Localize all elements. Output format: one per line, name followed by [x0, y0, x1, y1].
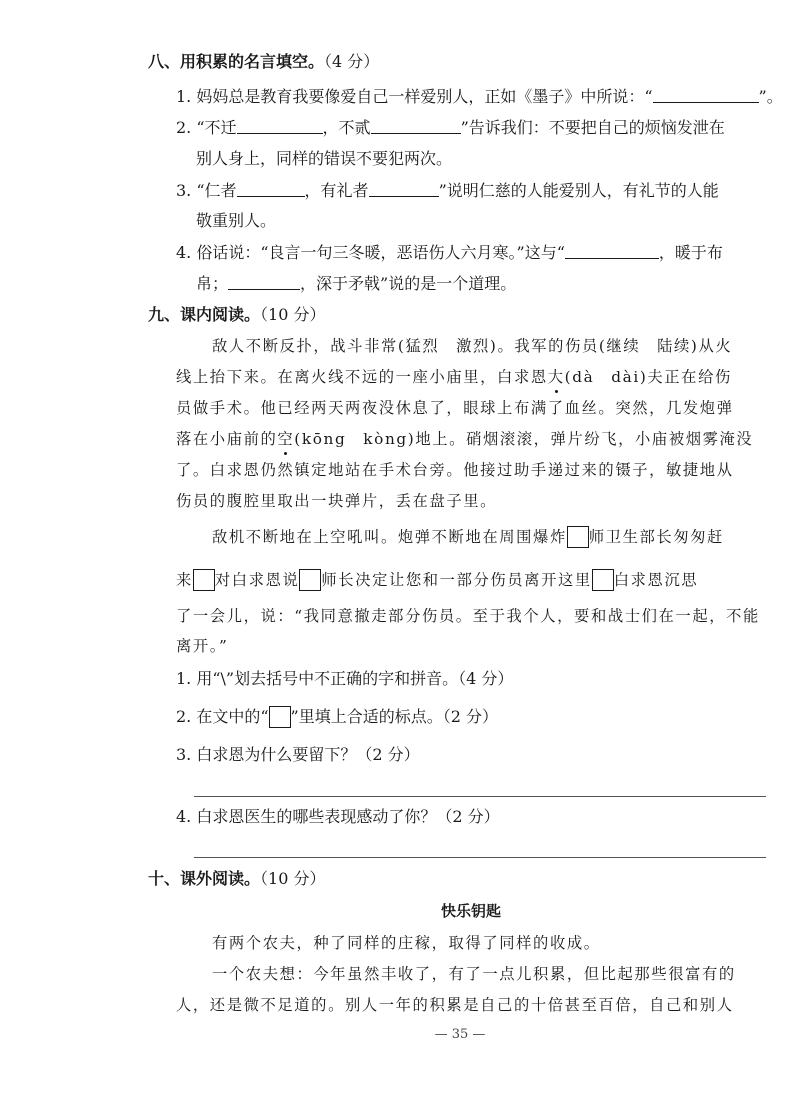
s9-question-2 — [176, 706, 498, 728]
s8-q2-text-3: ”告诉我们：不要把自己的烦恼发泄在 — [460, 118, 725, 137]
s8-q3-blank-1[interactable] — [237, 181, 305, 197]
section-8-points: （4 分） — [324, 52, 380, 71]
s8-q4-blank-1[interactable] — [565, 243, 659, 259]
passage-1-line-2 — [176, 366, 732, 388]
passage-1-line-5: 了。白求恩仍然镇定地站在手术台旁。他接过助手递过来的镊子，敏捷地从 — [176, 461, 734, 479]
story-paragraph-2-line-1: 一个农夫想：今年虽然丰收了，有了一点儿积累，但比起那些很富有的 — [212, 965, 736, 983]
section-10-points: （10 分） — [260, 869, 326, 888]
s9-q2-text-1: 2. 在文中的“ — [176, 707, 269, 726]
passage-2-line-4: 离开。” — [176, 637, 229, 655]
s8-q2-text-1: 2. “不迁 — [176, 118, 237, 137]
section-8-title: 八、用积累的名言填空。 — [148, 52, 325, 71]
s9-q4-answer-line[interactable] — [194, 857, 766, 858]
s8-q3-text-3: ”说明仁慈的人能爱别人，有礼节的人能 — [438, 181, 719, 200]
passage-1-line-4 — [176, 428, 753, 450]
passage-2-line-1 — [212, 526, 724, 548]
s8-q2-text-2: ，不贰 — [322, 118, 371, 137]
s8-q4-text-4: ，深于矛戟”说的是一个道理。 — [300, 274, 517, 293]
passage-text: 线上抬下来。在离火线不远的一座小庙里，白求恩 — [176, 368, 548, 386]
s8-question-2 — [176, 117, 725, 139]
passage-text: 对白求恩说 — [214, 571, 300, 589]
punctuation-box-4[interactable] — [592, 569, 614, 591]
section-9-heading — [148, 304, 325, 326]
story-paragraph-1: 有两个农夫，种了同样的庄稼，取得了同样的收成。 — [212, 934, 601, 952]
s8-q1-end: ”。 — [758, 87, 783, 106]
passage-1-line-3: 员做手术。他已经两天两夜没休息了，眼球上布满了血丝。突然，几发炮弹 — [176, 399, 734, 417]
s8-q2-blank-1[interactable] — [237, 118, 323, 134]
passage-text: 落在小庙前的 — [176, 430, 278, 448]
sample-box — [269, 706, 291, 728]
passage-text: (kōng kòng)地上。硝烟滚滚，弹片纷飞，小庙被烟雾淹没 — [294, 430, 754, 448]
s8-question-3 — [176, 180, 719, 202]
s8-question-1 — [176, 86, 783, 108]
s9-question-3: 3. 白求恩为什么要留下？（2 分） — [176, 745, 420, 764]
s8-q4-line-2 — [196, 273, 516, 295]
s8-q2-line-2: 别人身上，同样的错误不要犯两次。 — [196, 149, 453, 168]
passage-1-line-1: 敌人不断反扑，战斗非常(猛烈 激烈)。我军的伤员(继续 陆续)从火 — [212, 337, 733, 355]
s8-q3-text-1: 3. “仁者 — [176, 181, 237, 200]
dotted-character: 大 — [547, 368, 565, 386]
s8-q4-text-1: 4. 俗话说：“良言一句三冬暖，恶语伤人六月寒。”这与“ — [176, 243, 565, 262]
section-10-title: 十、课外阅读。 — [148, 869, 261, 888]
s8-q4-text-3: 帛； — [196, 274, 229, 293]
s8-q4-blank-2[interactable] — [228, 274, 300, 290]
s8-q3-line-2: 敬重别人。 — [196, 211, 277, 230]
passage-text: (dà dài)夫正在给伤 — [564, 368, 732, 386]
story-title: 快乐钥匙 — [440, 902, 501, 920]
passage-text: 师长决定让您和一部分伤员离开这里 — [321, 571, 592, 589]
page-number: — 35 — — [434, 1027, 486, 1042]
s8-q4-text-2: ，暖于布 — [658, 243, 723, 262]
passage-text: 白求恩沉思 — [613, 571, 699, 589]
s8-q1-answer-blank[interactable] — [653, 87, 759, 103]
passage-2-line-3: 了一会儿，说：“我同意撤走部分伤员。至于我个人，要和战士们在一起，不能 — [176, 607, 760, 625]
s8-q2-blank-2[interactable] — [371, 118, 461, 134]
s8-q1-text: 1. 妈妈总是教育我要像爱自己一样爱别人，正如《墨子》中所说：“ — [176, 87, 653, 106]
s9-q3-answer-line[interactable] — [194, 796, 766, 797]
punctuation-box-3[interactable] — [299, 569, 321, 591]
section-9-points: （10 分） — [260, 305, 326, 324]
passage-text: 敌机不断地在上空吼叫。炮弹不断地在周围爆炸 — [212, 528, 567, 546]
s9-question-1: 1. 用“\”划去括号中不正确的字和拼音。（4 分） — [176, 669, 514, 688]
passage-2-line-2 — [176, 569, 698, 591]
s8-q3-text-2: ，有礼者 — [304, 181, 369, 200]
punctuation-box-1[interactable] — [567, 526, 589, 548]
section-10-heading — [148, 868, 325, 890]
story-paragraph-2-line-2: 人，还是微不足道的。别人一年的积累是自己的十倍甚至百倍，自己和别人 — [176, 996, 734, 1014]
s9-question-4: 4. 白求恩医生的哪些表现感动了你？（2 分） — [176, 807, 500, 826]
passage-text: 来 — [176, 571, 193, 589]
passage-1-line-6: 伤员的腹腔里取出一块弹片，丢在盘子里。 — [176, 492, 498, 510]
s8-q3-blank-2[interactable] — [369, 181, 439, 197]
s8-question-4 — [176, 242, 723, 264]
passage-text: 师卫生部长匆匆赶 — [588, 528, 725, 546]
dotted-character: 空 — [277, 430, 295, 448]
punctuation-box-2[interactable] — [193, 569, 215, 591]
s9-q2-text-2: ”里填上合适的标点。（2 分） — [290, 707, 498, 726]
section-8-heading — [148, 51, 379, 73]
section-9-title: 九、课内阅读。 — [148, 305, 261, 324]
